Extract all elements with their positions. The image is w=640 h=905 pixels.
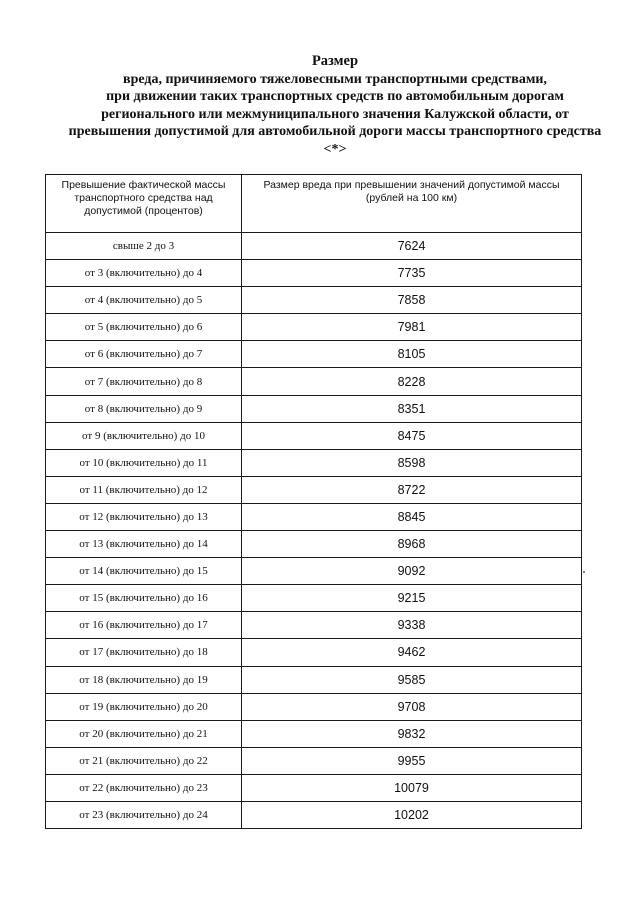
mass-excess-range-cell: свыше 2 до 3 <box>46 233 242 260</box>
harm-amount-cell: 8598 <box>242 449 582 476</box>
table-row <box>46 422 582 449</box>
harm-amount-cell: 8475 <box>242 422 582 449</box>
table-row <box>46 395 582 422</box>
scan-speck <box>583 571 585 573</box>
mass-excess-range-cell: от 4 (включительно) до 5 <box>46 287 242 314</box>
table-row <box>46 531 582 558</box>
mass-excess-range-cell: от 15 (включительно) до 16 <box>46 585 242 612</box>
mass-excess-range-cell: от 17 (включительно) до 18 <box>46 639 242 666</box>
document-title <box>40 53 630 158</box>
table-row <box>46 314 582 341</box>
column-header-mass-excess: Превышение фактической массы транспортного средства над допустимой (процентов) <box>46 175 242 233</box>
harm-amount-cell: 9585 <box>242 666 582 693</box>
harm-amount-cell: 9462 <box>242 639 582 666</box>
harm-amount-cell: 10079 <box>242 774 582 801</box>
table-row <box>46 693 582 720</box>
harm-amount-cell: 7858 <box>242 287 582 314</box>
mass-excess-range-cell: от 11 (включительно) до 12 <box>46 476 242 503</box>
table-header-row <box>46 175 582 233</box>
harm-amount-cell: 9338 <box>242 612 582 639</box>
table-row <box>46 774 582 801</box>
mass-excess-range-cell: от 20 (включительно) до 21 <box>46 720 242 747</box>
harm-amount-cell: 9955 <box>242 747 582 774</box>
harm-amount-cell: 7624 <box>242 233 582 260</box>
mass-excess-range-cell: от 7 (включительно) до 8 <box>46 368 242 395</box>
harm-amount-cell: 7981 <box>242 314 582 341</box>
table-row <box>46 476 582 503</box>
table-row <box>46 233 582 260</box>
table-row <box>46 747 582 774</box>
harm-amount-cell: 9215 <box>242 585 582 612</box>
table-row <box>46 666 582 693</box>
harm-amount-cell: 7735 <box>242 260 582 287</box>
mass-excess-range-cell: от 16 (включительно) до 17 <box>46 612 242 639</box>
mass-excess-range-cell: от 10 (включительно) до 11 <box>46 449 242 476</box>
harm-amount-cell: 8351 <box>242 395 582 422</box>
harm-amount-cell: 9092 <box>242 558 582 585</box>
table-row <box>46 287 582 314</box>
table-row <box>46 449 582 476</box>
title-line: при движении таких транспортных средств по автомобильным дорогам <box>106 89 564 104</box>
table-row <box>46 503 582 530</box>
harm-amount-cell: 8845 <box>242 503 582 530</box>
mass-excess-range-cell: от 12 (включительно) до 13 <box>46 503 242 530</box>
column-header-harm-amount: Размер вреда при превышении значений допустимой массы (рублей на 100 км) <box>242 175 582 233</box>
mass-excess-range-cell: от 19 (включительно) до 20 <box>46 693 242 720</box>
table-row <box>46 612 582 639</box>
footnote-marker: <*> <box>323 141 347 157</box>
harm-amount-cell: 9708 <box>242 693 582 720</box>
table-row <box>46 639 582 666</box>
table-row <box>46 720 582 747</box>
mass-excess-range-cell: от 22 (включительно) до 23 <box>46 774 242 801</box>
mass-excess-range-cell: от 5 (включительно) до 6 <box>46 314 242 341</box>
title-line: вреда, причиняемого тяжеловесными транспортными средствами, <box>123 71 547 87</box>
mass-excess-range-cell: от 21 (включительно) до 22 <box>46 747 242 774</box>
mass-excess-range-cell: от 18 (включительно) до 19 <box>46 666 242 693</box>
harm-amount-cell: 8968 <box>242 531 582 558</box>
harm-amount-cell: 8105 <box>242 341 582 368</box>
harm-amount-cell: 8228 <box>242 368 582 395</box>
harm-rates-table <box>45 174 582 829</box>
mass-excess-range-cell: от 3 (включительно) до 4 <box>46 260 242 287</box>
mass-excess-range-cell: от 14 (включительно) до 15 <box>46 558 242 585</box>
mass-excess-range-cell: от 13 (включительно) до 14 <box>46 531 242 558</box>
mass-excess-range-cell: от 8 (включительно) до 9 <box>46 395 242 422</box>
table-row <box>46 341 582 368</box>
table-row <box>46 368 582 395</box>
harm-amount-cell: 8722 <box>242 476 582 503</box>
mass-excess-range-cell: от 23 (включительно) до 24 <box>46 801 242 828</box>
table-row <box>46 260 582 287</box>
title-line: Размер <box>311 53 359 69</box>
table-row <box>46 558 582 585</box>
mass-excess-range-cell: от 6 (включительно) до 7 <box>46 341 242 368</box>
table-row <box>46 585 582 612</box>
harm-amount-cell: 10202 <box>242 801 582 828</box>
table-body <box>46 233 582 829</box>
title-line: регионального или межмуниципального значения Калужской области, от <box>101 106 569 122</box>
harm-amount-cell: 9832 <box>242 720 582 747</box>
title-line: превышения допустимой для автомобильной дороги массы транспортного средства <box>68 124 602 139</box>
mass-excess-range-cell: от 9 (включительно) до 10 <box>46 422 242 449</box>
table-row <box>46 801 582 828</box>
